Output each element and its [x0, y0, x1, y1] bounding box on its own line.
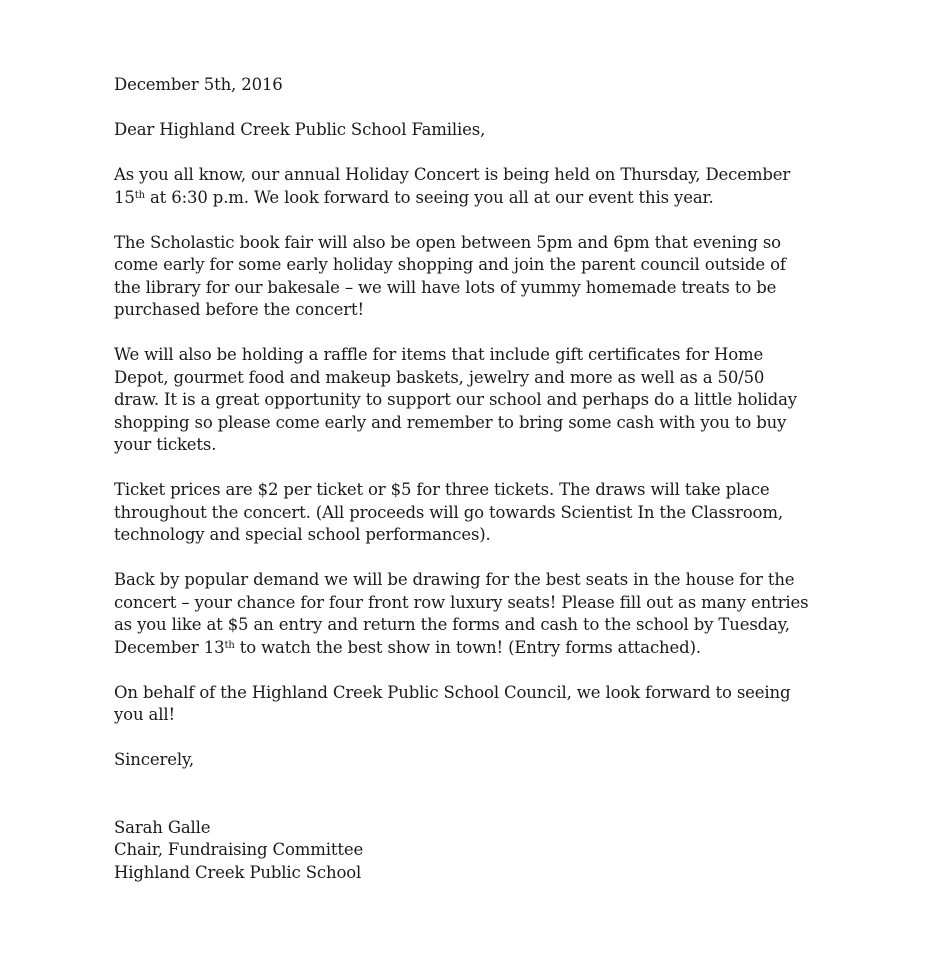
- paragraph-ticket-prices: Ticket prices are $2 per ticket or $5 for three tickets. The draws will take place throughout the concert. (All proceeds will go towards Scientist In the Classroom, technology and special school performances).: [114, 480, 783, 544]
- paragraph-book-fair: The Scholastic book fair will also be open between 5pm and 6pm that evening so come early for some early holiday shopping and join the parent council outside of the library for our bakesale – we will have lots of yummy homemade treats to be purchased before the concert!: [114, 232, 786, 319]
- signature-title: Chair, Fundraising Committee: [114, 840, 364, 859]
- signature-name: Sarah Galle: [114, 817, 211, 837]
- paragraph-raffle: We will also be holding a raffle for items that include gift certificates for Home Depot, gourmet food and makeup baskets, jewelry and more as well as a 50/50 draw. It is a great opportunity to support our school and perhaps do a little holiday shopping so please come early and remember to bring some cash with you to buy your tickets.: [114, 345, 797, 454]
- signature-block: [114, 817, 814, 885]
- paragraph-thanks: On behalf of the Highland Creek Public School Council, we look forward to seeing you all!: [114, 682, 791, 724]
- ordinal-suffix: th: [134, 189, 145, 201]
- signature-organization: Highland Creek Public School: [114, 862, 362, 882]
- paragraph-concert-text-a: As you all know, our annual Holiday Concert is being held on Thursday, December 15: [114, 165, 791, 207]
- paragraph-best-seats: [114, 569, 814, 659]
- letter-closing: Sincerely,: [114, 750, 195, 769]
- paragraph-concert-text-b: at 6:30 p.m. We look forward to seeing you all at our event this year.: [144, 187, 714, 207]
- paragraph-concert: [114, 164, 814, 209]
- letter-salutation: Dear Highland Creek Public School Families,: [114, 120, 486, 139]
- paragraph-best-seats-text-a: Back by popular demand we will be drawing for the best seats in the house for the concert – your chance for four front row luxury seats! Please fill out as many entries as you like at $5 an entry and return the forms and cash to the school by Tuesday, December 13: [114, 570, 809, 657]
- paragraph-best-seats-text-b: to watch the best show in town! (Entry forms attached).: [234, 637, 701, 657]
- ordinal-suffix: th: [224, 639, 235, 651]
- letter-body: [114, 74, 814, 884]
- letter-date: December 5th, 2016: [114, 75, 283, 94]
